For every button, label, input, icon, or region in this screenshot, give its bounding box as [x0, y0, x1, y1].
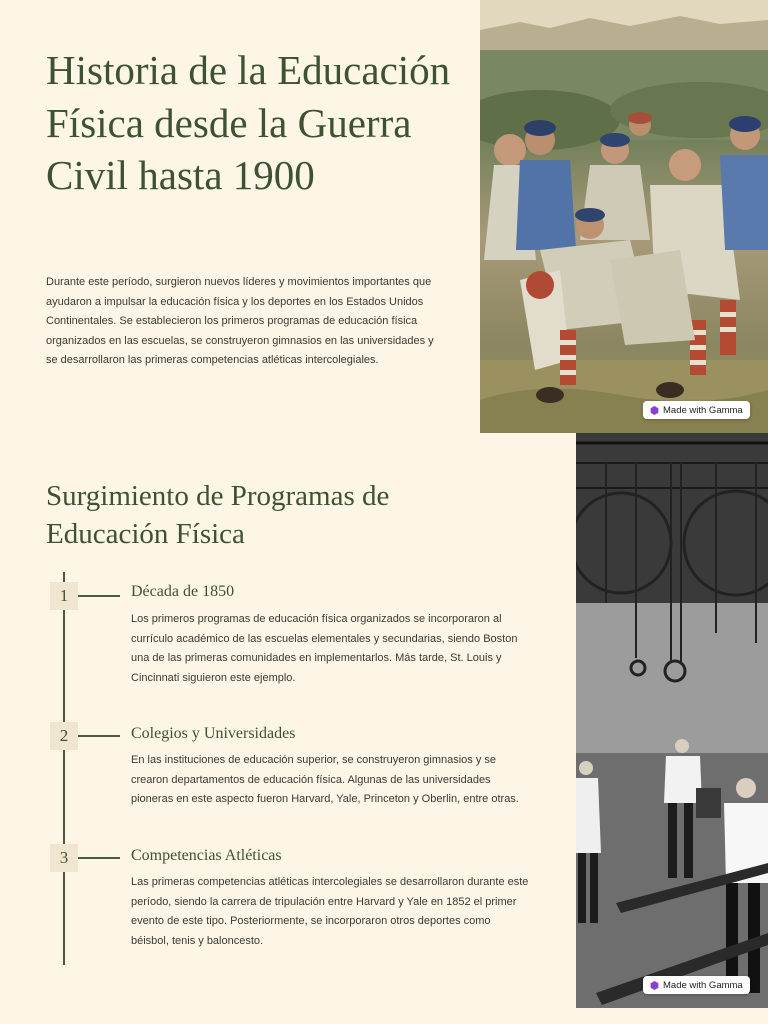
badge-label: Made with Gamma	[663, 404, 743, 416]
timeline-number-1: 1	[50, 582, 78, 610]
gamma-logo-icon	[650, 406, 659, 415]
football-illustration	[480, 0, 768, 433]
timeline-connector-1	[78, 595, 120, 597]
section-title: Surgimiento de Programas de Educación Física	[46, 480, 390, 550]
timeline-heading-2: Colegios y Universidades	[131, 725, 296, 742]
gamma-logo-icon	[650, 981, 659, 990]
made-with-gamma-badge-bottom[interactable]	[643, 976, 750, 994]
gymnasium-photo	[576, 433, 768, 1008]
timeline-number-3: 3	[50, 844, 78, 872]
timeline-body-2: En las instituciones de educación superior, se construyeron gimnasios y se crearon departamentos de educación física. Algunas de las universidades pioneras en este aspecto fueron Harvard, Yale, Princeton y Oberlin, entre otras.	[131, 754, 519, 806]
timeline-heading-1: Década de 1850	[131, 583, 235, 600]
gymnasium-photo-art	[576, 433, 768, 1008]
timeline-connector-3	[78, 857, 120, 859]
badge-label: Made with Gamma	[663, 979, 743, 991]
timeline-number-2: 2	[50, 722, 78, 750]
timeline-connector-2	[78, 735, 120, 737]
intro-paragraph: Durante este período, surgieron nuevos líderes y movimientos importantes que ayudaron a impulsar la educación física y los deportes en los Estados Unidos Continentales. Se establecieron los primeros programas de educación física organizados en las escuelas, se construyeron gimnasios en las universidades y se desarrollaron las primeras competencias atléticas intercolegiales.	[46, 276, 434, 367]
timeline-heading-3: Competencias Atléticas	[131, 847, 282, 864]
made-with-gamma-badge-top[interactable]	[643, 401, 750, 419]
timeline-body-1: Los primeros programas de educación física organizados se incorporaron al currículo académico de las escuelas elementales y secundarias, siendo Boston una de las primeras comunidades en implementarlos. Más tarde, St. Louis y Cincinnati siguieron este ejemplo.	[131, 613, 518, 684]
page-title: Historia de la Educación Física desde la Guerra Civil hasta 1900	[46, 47, 451, 198]
timeline-body-3: Las primeras competencias atléticas intercolegiales se desarrollaron durante este período, siendo la carrera de tripulación entre Harvard y Yale en 1852 el primer evento de este tipo. Posteriormente, se incorporaron otros deportes como béisbol, tenis y baloncesto.	[131, 876, 529, 947]
timeline-line	[63, 572, 65, 965]
football-illustration-art	[480, 0, 768, 433]
